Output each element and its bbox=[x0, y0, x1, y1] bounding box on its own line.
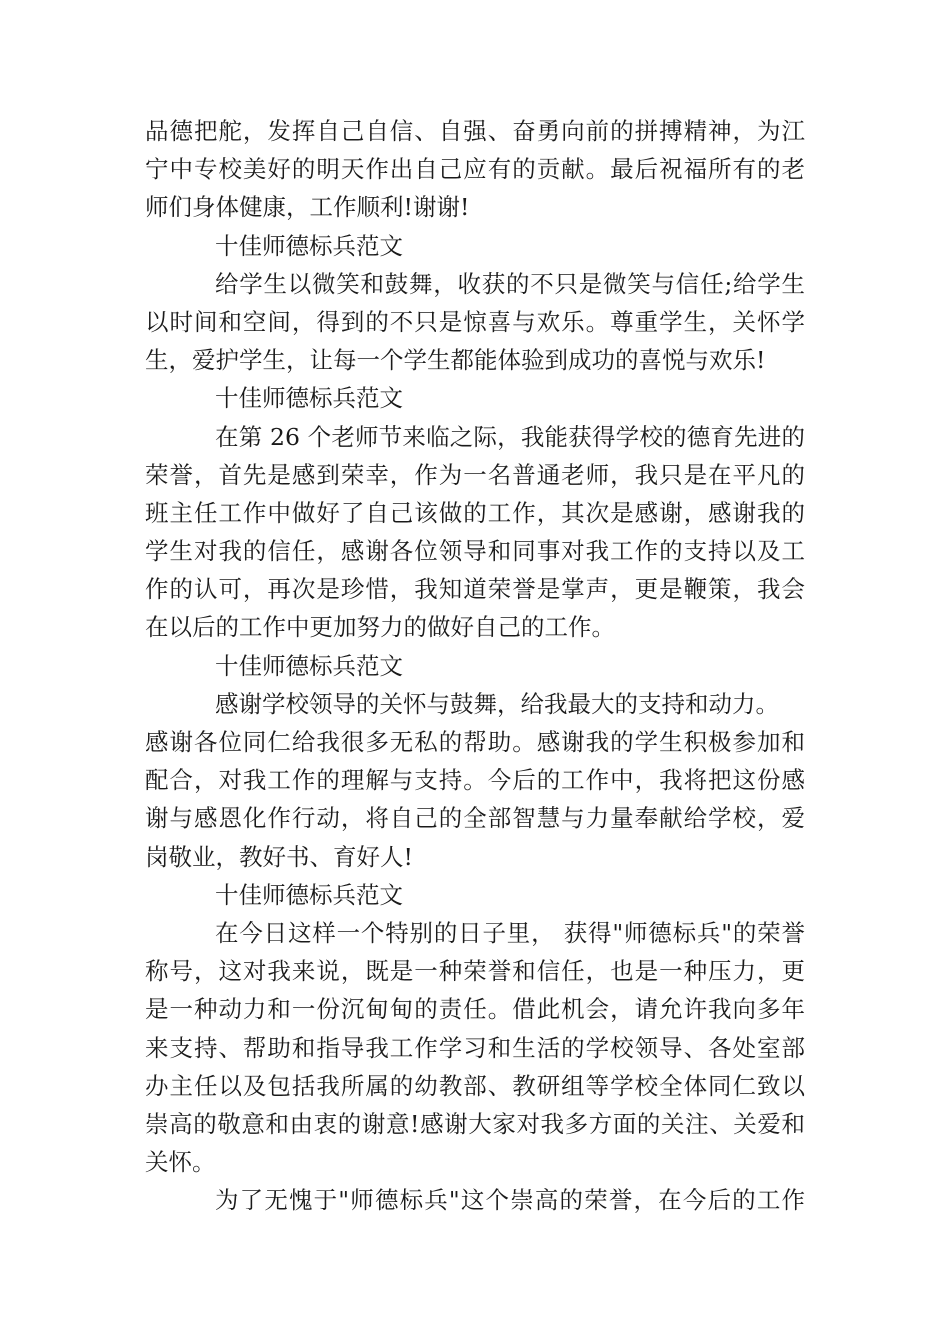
paragraph-line: 感谢各位同仁给我很多无私的帮助。感谢我的学生积极参加和 bbox=[145, 728, 805, 756]
paragraph-line: 配合，对我工作的理解与支持。今后的工作中，我将把这份感 bbox=[145, 766, 805, 795]
paragraph-line: 关怀。 bbox=[145, 1148, 216, 1177]
paragraph-line: 在以后的工作中更加努力的做好自己的工作。 bbox=[145, 613, 615, 642]
section-heading: 十佳师德标兵范文 bbox=[215, 384, 403, 413]
paragraph-line: 师们身体健康，工作顺利!谢谢! bbox=[145, 193, 470, 222]
paragraph-line: 称号，这对我来说，既是一种荣誉和信任，也是一种压力，更 bbox=[145, 957, 805, 986]
paragraph-line: 崇高的敬意和由衷的谢意!感谢大家对我多方面的关注、关爱和 bbox=[145, 1109, 805, 1138]
paragraph-line: 给学生以微笑和鼓舞，收获的不只是微笑与信任;给学生 bbox=[215, 269, 805, 298]
paragraph-line: 品德把舵，发挥自己自信、自强、奋勇向前的拼搏精神，为江 bbox=[145, 117, 805, 145]
paragraph-line: 班主任工作中做好了自己该做的工作，其次是感谢，感谢我的 bbox=[145, 498, 805, 527]
paragraph-line: 荣誉，首先是感到荣幸，作为一名普通老师，我只是在平凡的 bbox=[145, 460, 805, 489]
paragraph-line: 来支持、帮助和指导我工作学习和生活的学校领导、各处室部 bbox=[145, 1033, 805, 1062]
paragraph-line: 感谢学校领导的关怀与鼓舞，给我最大的支持和动力。 bbox=[215, 689, 779, 718]
section-heading: 十佳师德标兵范文 bbox=[215, 231, 403, 260]
paragraph-line: 为了无愧于"师德标兵"这个崇高的荣誉，在今后的工作 bbox=[215, 1186, 805, 1215]
section-heading: 十佳师德标兵范文 bbox=[215, 651, 403, 680]
paragraph-line: 作的认可，再次是珍惜，我知道荣誉是掌声，更是鞭策，我会 bbox=[145, 575, 805, 604]
document-body bbox=[145, 112, 805, 1219]
paragraph-line: 在今日这样一个特别的日子里， 获得"师德标兵"的荣誉 bbox=[215, 918, 805, 947]
paragraph-line: 宁中专校美好的明天作出自己应有的贡献。最后祝福所有的老 bbox=[145, 155, 805, 184]
paragraph-line: 学生对我的信任，感谢各位领导和同事对我工作的支持以及工 bbox=[145, 537, 805, 566]
paragraph-line: 谢与感恩化作行动，将自己的全部智慧与力量奉献给学校，爱 bbox=[145, 804, 805, 833]
paragraph-line: 生，爱护学生，让每一个学生都能体验到成功的喜悦与欢乐! bbox=[145, 346, 766, 375]
paragraph-line: 是一种动力和一份沉甸甸的责任。借此机会，请允许我向多年 bbox=[145, 995, 805, 1024]
paragraph-line: 在第 26 个老师节来临之际，我能获得学校的德育先进的 bbox=[215, 422, 805, 451]
paragraph-line: 以时间和空间，得到的不只是惊喜与欢乐。尊重学生，关怀学 bbox=[145, 307, 805, 336]
section-heading: 十佳师德标兵范文 bbox=[215, 880, 403, 909]
paragraph-line: 岗敬业，教好书、育好人! bbox=[145, 842, 413, 871]
paragraph-line: 办主任以及包括我所属的幼教部、教研组等学校全体同仁致以 bbox=[145, 1071, 805, 1100]
